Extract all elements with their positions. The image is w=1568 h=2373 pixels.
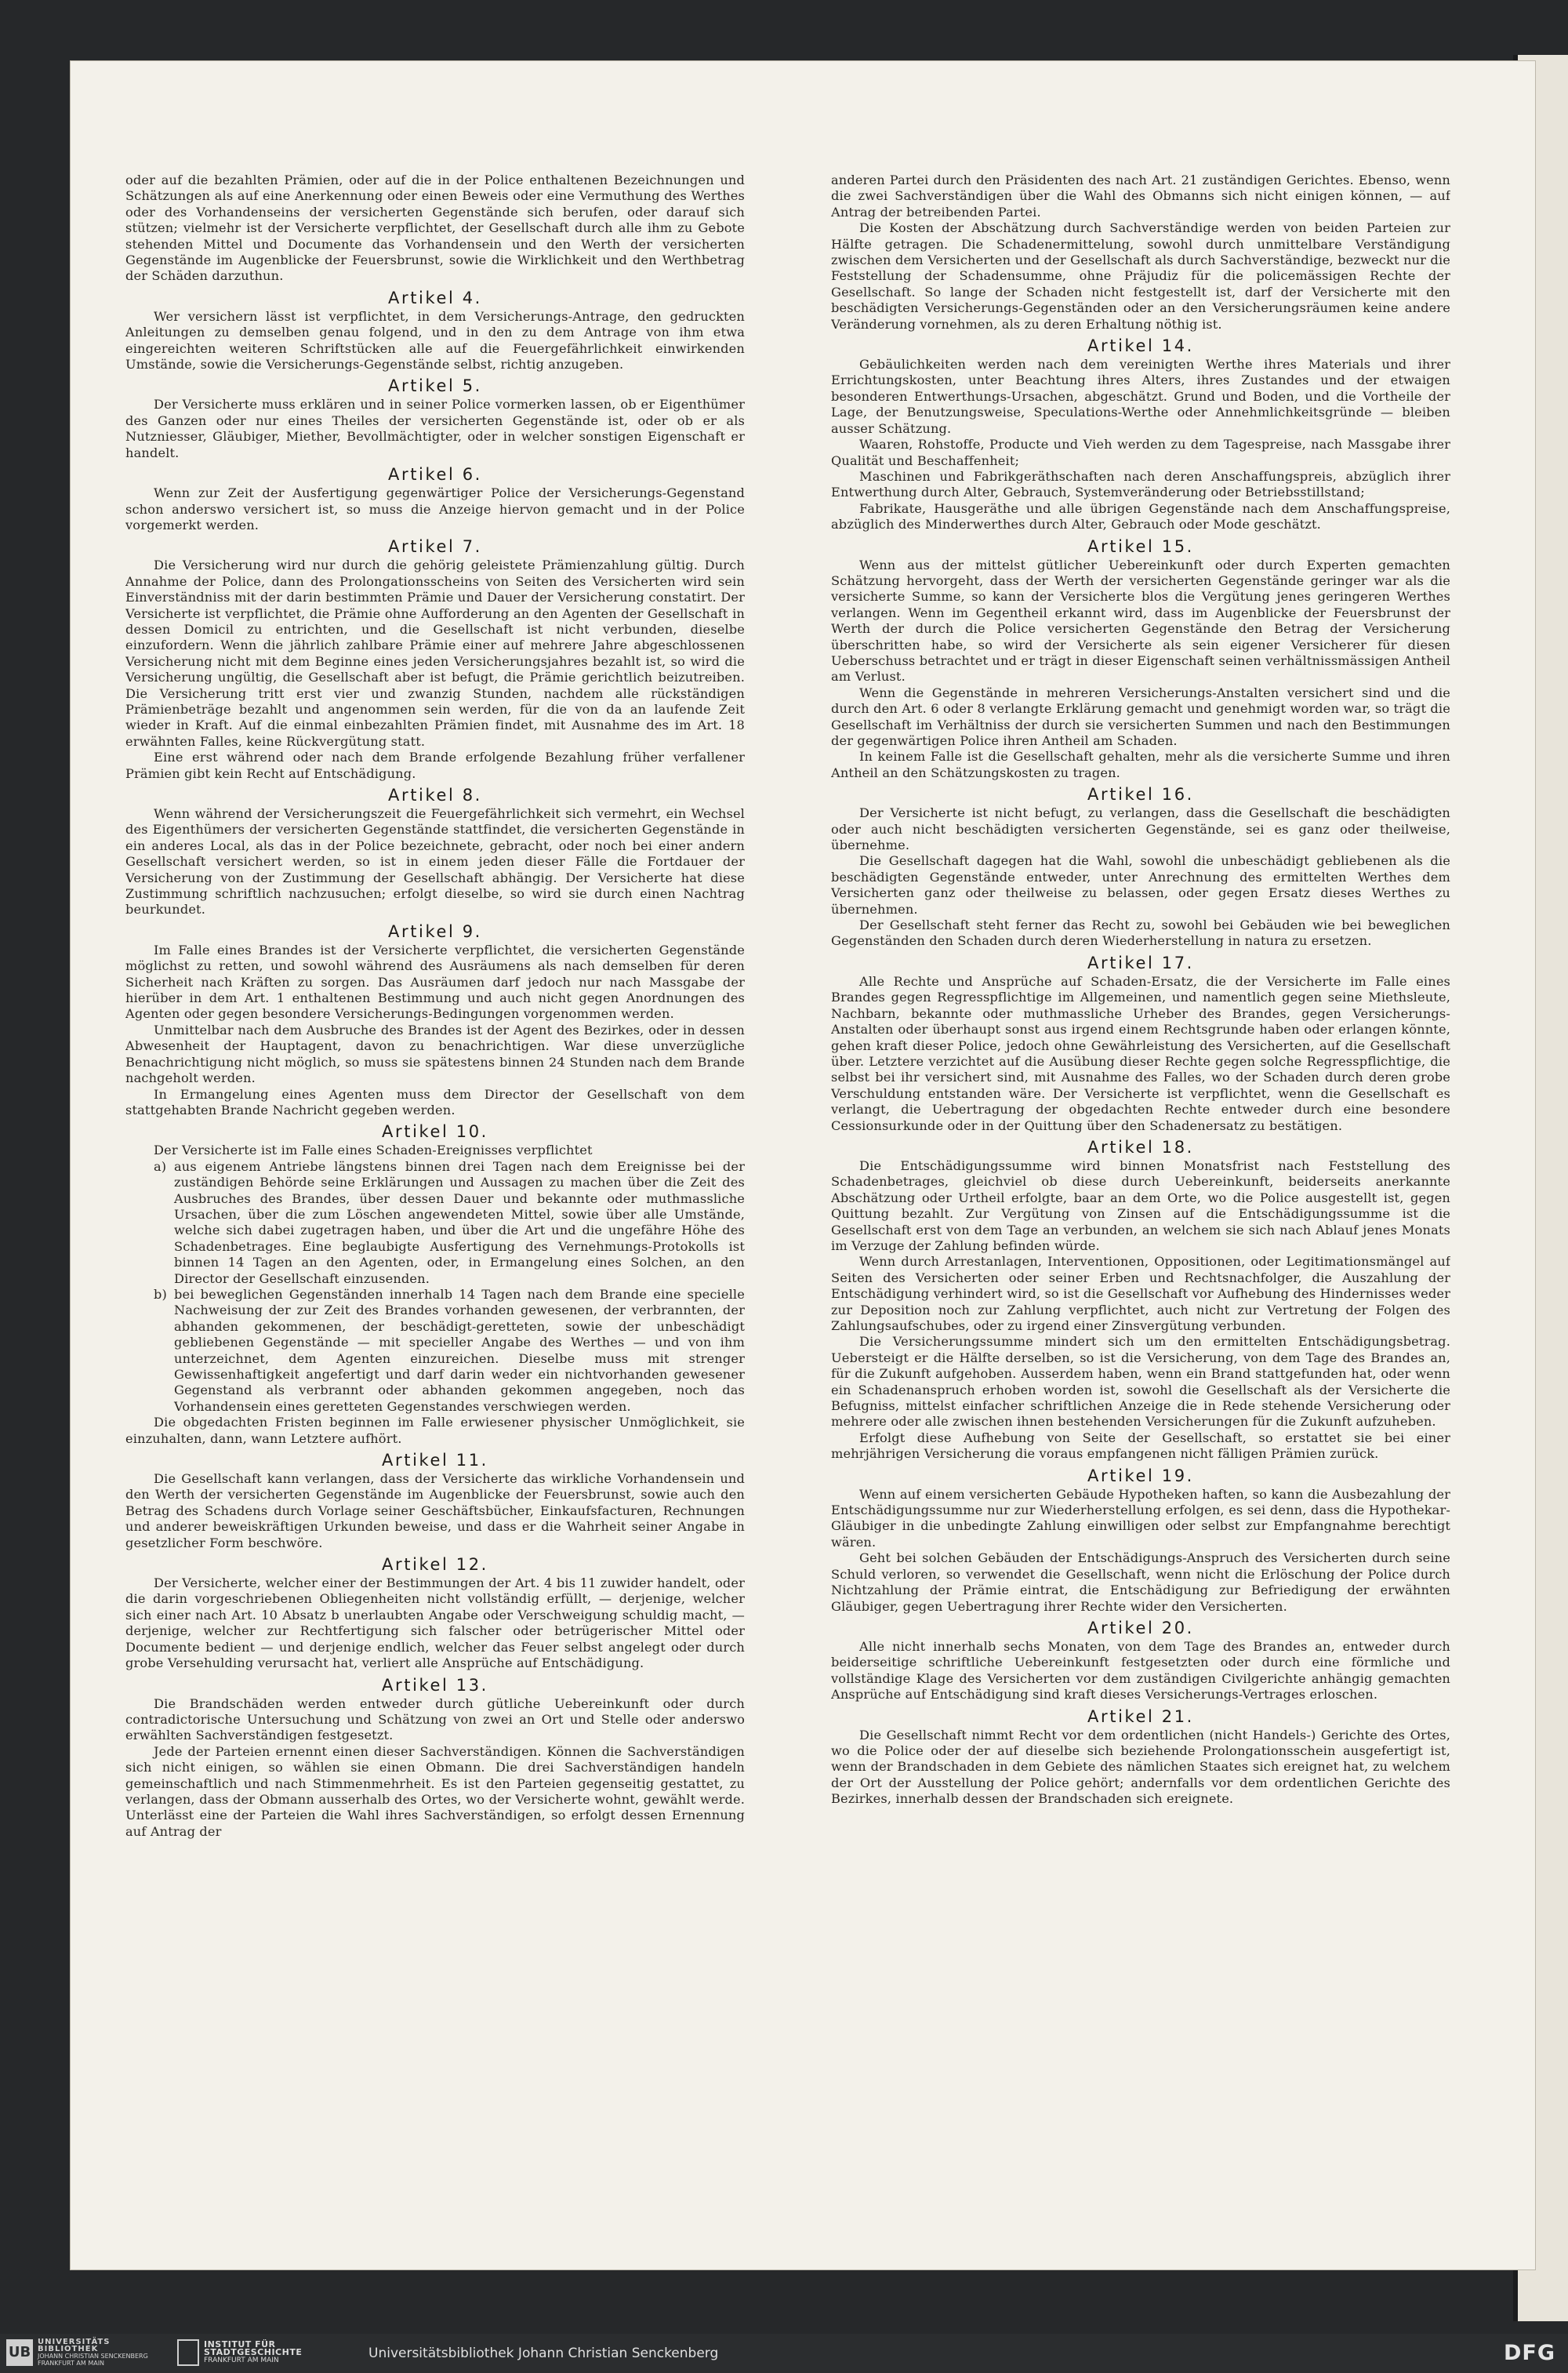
ub-logo-text bbox=[38, 2338, 163, 2367]
article-heading: Artikel 9. bbox=[388, 921, 482, 941]
paragraph: Die Entschädigungssumme wird binnen Monatsfrist nach Feststellung des Schadenbetrages, gleichviel ob diese durch Uebereinkunft, beiderseits anerkannte Abschätzung oder Urtheil erfolgte, baar an dem Orte, wo die Police ausgestellt ist, gegen Quittung bezahlt. Zur Vergütung von Zinsen auf die Entschädigungssumme ist die Gesellschaft erst von dem Tage an verbunden, an welchem sie sich nach Ablauf jenes Monats im Verzuge der Zahlung befinden würde. bbox=[831, 1157, 1450, 1253]
list-item bbox=[154, 1159, 745, 1287]
ub-mark-icon: UB bbox=[6, 2339, 33, 2366]
paragraph: Alle nicht innerhalb sechs Monaten, von dem Tage des Brandes an, entweder durch beiderseitige schriftliche Uebereinkunft festgesetzten oder durch eine förmliche und vollständige Klage des Versicherten vor dem zuständigen Civilgerichte anhängig gemachten Ansprüche auf Entschädigung sind kraft dieses Versicherungs-Vertrages erloschen. bbox=[831, 1638, 1450, 1703]
article-heading: Artikel 11. bbox=[382, 1451, 488, 1470]
paragraph: Wenn durch Arrestanlagen, Interventionen, Oppositionen, oder Legitimationsmängel auf Seiten des Versicherten oder seiner Erben und Rechtsnachfolger, die Auszahlung der Entschädigung verhindert wird, so ist die Gesellschaft vor Aufhebung des Hindernisses weder zur Deposition noch zur Zahlung verpflichtet, auch nicht zur Vertretung der Folgen des Zahlungsaufschubes, oder zu irgend einer Zinsvergütung verbunden. bbox=[831, 1254, 1450, 1333]
paragraph: Gebäulichkeiten werden nach dem vereinigten Werthe ihres Materials und ihrer Errichtungskosten, unter Beachtung ihres Alters, ihres Zustandes und der etwaigen besonderen Entwerthungs-Ursachen, abgeschätzt. Grund und Boden, und die Vortheile der Lage, der Benutzungsweise, Speculations-Werthe oder Annehmlichkeitsgründe — bleiben ausser Schätzung. bbox=[831, 357, 1450, 436]
article-heading: Artikel 7. bbox=[388, 537, 482, 557]
paragraph: Geht bei solchen Gebäuden der Entschädigungs-Anspruch des Versicherten durch seine Schuld verloren, so verwendet die Gesellschaft, wenn nicht die Erlöschung der Police durch Nichtzahlung der Prämie eintrat, die Entschädigung zur Befriedigung der erwähnten Gläubiger, gegen Uebertragung ihrer Rechte wider den Versicherten. bbox=[831, 1550, 1450, 1614]
paragraph: Die Brandschäden werden entweder durch gütliche Uebereinkunft oder durch contradictorische Untersuchung und Schätzung von zwei an Ort und Stelle oder anderswo erwählten Sachverständigen festgesetzt. bbox=[125, 1695, 745, 1743]
left-column bbox=[125, 173, 745, 2204]
isg-line-3: FRANKFURT AM MAIN bbox=[204, 2357, 279, 2364]
ub-logo[interactable] bbox=[6, 2338, 163, 2367]
paragraph: Wenn während der Versicherungszeit die Feuergefährlichkeit sich vermehrt, ein Wechsel des Eigenthümers der versicherten Gegenstände stattfindet, die versicherten Gegenstände in ein anderes Local, als das in der Police bezeichnete, gebracht, oder noch bei einer andern Gesellschaft versichert werden, so ist in einem jeden dieser Fälle die Fortdauer der Versicherung von der Zustimmung der Gesellschaft abhängig. Der Versicherte hat diese Zustimmung schriftlich nachzusuchen; erfolgt dieselbe, so wird sie durch einen Nachtrag beurkundet. bbox=[125, 806, 745, 918]
isg-logo[interactable] bbox=[177, 2339, 345, 2366]
article-heading: Artikel 4. bbox=[388, 288, 482, 307]
isg-line-2: STADTGESCHICHTE bbox=[204, 2347, 303, 2357]
article-heading: Artikel 21. bbox=[1087, 1706, 1194, 1726]
paragraph: anderen Partei durch den Präsidenten des nach Art. 21 zuständigen Gerichtes. Ebenso, wenn die zwei Sachverständigen über die Wahl des Obmanns sich nicht einigen können, — auf Antrag der betreibenden Partei. bbox=[831, 173, 1450, 220]
paragraph: Wenn zur Zeit der Ausfertigung gegenwärtiger Police der Versicherungs-Gegenstand schon anderswo versichert ist, so muss die Anzeige hiervon gemacht und in der Police vorgemerkt werden. bbox=[125, 485, 745, 532]
paragraph: Der Versicherte ist im Falle eines Schaden-Ereignisses verpflichtet bbox=[154, 1143, 593, 1158]
paragraph: Wenn auf einem versicherten Gebäude Hypotheken haften, so kann die Ausbezahlung der Entschädigungssumme nur zur Wiederherstellung erfolgen, es sei denn, dass die Hypothekar-Gläubiger in die unbedingte Zahlung einwilligen oder selbst zur Empfangnahme berechtigt wären. bbox=[831, 1486, 1450, 1550]
article-heading: Artikel 6. bbox=[388, 465, 482, 485]
list-item bbox=[154, 1287, 745, 1415]
ub-line-1: UNIVERSITÄTS bbox=[38, 2338, 111, 2346]
footer-logos bbox=[6, 2338, 345, 2367]
paragraph: Der Versicherte, welcher einer der Bestimmungen der Art. 4 bis 11 zuwider handelt, oder die darin vorgeschriebenen Obliegenheiten nicht vollständig erfüllt, — derjenige, welcher sich einer nach Art. 10 Absatz b unerlaubten Angabe oder Verschweigung schuldig macht, — derjenige, welcher zur Rechtfertigung sich falscher oder betrügerischer Mittel oder Documente bedient — und derjenige endlich, welcher das Feuer selbst angelegt oder durch grobe Versehulding verursacht hat, verliert alle Ansprüche auf Entschädigung. bbox=[125, 1575, 745, 1671]
paragraph: Die Gesellschaft kann verlangen, dass der Versicherte das wirkliche Vorhandensein und den Werth der versicherten Gegenstände im Augenblicke der Feuersbrunst, sowie auch den Betrag des Schadens durch Vorlage seiner Geschäftsbücher, Einkaufsfacturen, Rechnungen und anderer beweiskräftigen Urkunden beweise, und dass er die Wahrheit seiner Angabe in gesetzlicher Form beschwöre. bbox=[125, 1471, 745, 1550]
paragraph: Wer versichern lässt ist verpflichtet, in dem Versicherungs-Antrage, den gedruckten Anleitungen zu demselben genau folgend, und in den zu dem Antrage von ihm etwa eingereichten weiteren Schriftstücken alle auf die Feuergefährlichkeit einwirkenden Umstände, sowie die Versicherungs-Gegenstände selbst, richtig anzugeben. bbox=[125, 308, 745, 372]
article-heading: Artikel 17. bbox=[1087, 953, 1194, 972]
article-heading: Artikel 8. bbox=[388, 786, 482, 805]
article-heading: Artikel 12. bbox=[382, 1555, 488, 1575]
article-heading: Artikel 16. bbox=[1087, 785, 1194, 805]
article-heading: Artikel 14. bbox=[1087, 336, 1194, 356]
paragraph: Erfolgt diese Aufhebung von Seite der Gesellschaft, so erstattet sie bei einer mehrjährigen Versicherung die voraus empfangenen nicht fälligen Prämien zurück. bbox=[831, 1430, 1450, 1462]
enumerated-list bbox=[125, 1159, 745, 1415]
isg-logo-text bbox=[204, 2341, 345, 2364]
article-heading: Artikel 13. bbox=[382, 1675, 488, 1695]
ub-line-2: BIBLIOTHEK bbox=[38, 2345, 99, 2353]
article-heading: Artikel 10. bbox=[382, 1122, 488, 1142]
article-heading: Artikel 5. bbox=[388, 376, 482, 396]
paragraph: Maschinen und Fabrikgeräthschaften nach deren Anschaffungspreis, abzüglich ihrer Entwerthung durch Alter, Gebrauch, Systemveränderung oder Betriebsstillstand; bbox=[831, 468, 1450, 500]
list-item-text: aus eigenem Antriebe längstens binnen drei Tagen nach dem Ereignisse bei der zuständigen Behörde seine Erklärungen und Aussagen zu machen über die Zeit des Ausbruches des Brandes, über dessen Dauer und bekannte oder muthmassliche Ursachen, über die zum Löschen angewendeten Mittel, sowie über alle Umstände, welche sich dabei zugetragen haben, und über die Art und die ungefähre Höhe des Schadenbetrages. Eine beglaubigte Ausfertigung des Vernehmungs-Protokolls ist binnen 14 Tagen an den Agenten, oder, in Ermangelung eines Solchen, an den Director der Gesellschaft einzusenden. bbox=[174, 1158, 745, 1286]
paragraph: Die obgedachten Fristen beginnen im Falle erwiesener physischer Unmöglichkeit, sie einzuhalten, dann, wann Letztere aufhört. bbox=[125, 1415, 745, 1446]
isg-line-1: INSTITUT FÜR bbox=[204, 2339, 276, 2349]
isg-mark-icon bbox=[177, 2339, 199, 2366]
list-item-label: a) bbox=[154, 1158, 167, 1174]
list-item-label: b) bbox=[154, 1286, 167, 1302]
paragraph: Wenn aus der mittelst gütlicher Uebereinkunft oder durch Experten gemachten Schätzung hervorgeht, dass der Werth der versicherten Gegenstände geringer war als die versicherte Summe, so kann der Versicherte blos die Vergütung jenes geringeren Werthes verlangen. Wenn im Gegentheil erkannt wird, dass im Augenblicke der Feuersbrunst der Werth der durch die Police versicherten Gegenstände den Betrag der Versicherung überschritten habe, so wird der Versicherte als sein eigener Versicherer für diesen Ueberschuss betrachtet und er trägt in dieser Eigenschaft seinen verhältnissmässigen Antheil am Verlust. bbox=[831, 557, 1450, 685]
viewer-footer bbox=[0, 2334, 1568, 2373]
paragraph: Jede der Parteien ernennt einen dieser Sachverständigen. Können die Sachverständigen sich nicht einigen, so wählen sie einen Obmann. Die drei Sachverständigen handeln gemeinschaftlich und nach Stimmenmehrheit. Es ist den Parteien gegenseitig gestattet, zu verlangen, dass der Obmann ausserhalb des Ortes, wo der Versicherte wohnt, gewählt werde. Unterlässt eine der Parteien die Wahl ihres Sachverständigen, so erfolgt dessen Ernennung auf Antrag der bbox=[125, 1743, 745, 1839]
paragraph: Der Gesellschaft steht ferner das Recht zu, sowohl bei Gebäuden wie bei beweglichen Gegenständen den Schaden durch deren Wiederherstellung in natura zu ersetzen. bbox=[831, 918, 1450, 949]
dfg-logo[interactable]: DFG bbox=[1504, 2341, 1556, 2365]
document-body bbox=[125, 173, 1450, 2204]
paragraph: Die Versicherung wird nur durch die gehörig geleistete Prämienzahlung gültig. Durch Annahme der Police, dann des Prolongationsscheins von Seiten des Versicherten wird sein Einverständniss mit der darin bestimmten Prämie und Dauer der Versicherung constatirt. Der Versicherte ist verpflichtet, die Prämie ohne Aufforderung an den Agenten der Gesellschaft in dessen Domicil zu entrichten, und die Gesellschaft ist nicht verbunden, dieselbe einzufordern. Wenn die jährlich zahlbare Prämie einer auf mehrere Jahre abgeschlossenen Versicherung nicht mit dem Beginne eines jeden Versicherungsjahres bezahlt ist, so wird die Versicherung ungültig, die Gesellschaft aber ist befugt, die Prämie gerichtlich beizutreiben. Die Versicherung tritt erst vier und zwanzig Stunden, nachdem alle rückständigen Prämienbeträge bezahlt und angenommen sein werden, für die von da an laufende Zeit wieder in Kraft. Auf die einmal einbezahlten Prämien findet, mit Ausnahme des im Art. 18 erwähnten Falles, keine Rückvergütung statt. bbox=[125, 558, 745, 749]
article-heading: Artikel 19. bbox=[1087, 1466, 1194, 1485]
list-item-text: bei beweglichen Gegenständen innerhalb 14 Tagen nach dem Brande eine specielle Nachweisung der zur Zeit des Brandes vorhanden gewesenen, der verbrannten, der abhanden gekommenen, der beschädigt-geretteten, sowie der unbeschädigt gebliebenen Gegenstände — mit specieller Angabe des Werthes — und von ihm unterzeichnet, dem Agenten einzureichen. Dieselbe muss mit strenger Gewissenhaftigkeit angefertigt und darf darin weder ein nichtvorhanden gewesener Gegenstand als verbrannt oder abhanden gekommen angegeben, noch das Vorhandensein eines geretteten Gegenstandes verschwiegen werden. bbox=[174, 1286, 745, 1414]
paragraph: In Ermangelung eines Agenten muss dem Director der Gesellschaft von dem stattgehabten Brande Nachricht gegeben werden. bbox=[125, 1086, 745, 1117]
paragraph: Der Versicherte ist nicht befugt, zu verlangen, dass die Gesellschaft die beschädigten oder auch nicht beschädigten versicherten Gegenstände, sei es ganz oder theilweise, übernehme. bbox=[831, 805, 1450, 853]
paragraph: Unmittelbar nach dem Ausbruche des Brandes ist der Agent des Bezirkes, oder in dessen Abwesenheit der Hauptagent, davon zu benachrichtigen. War diese unverzügliche Benachrichtigung nicht möglich, so muss sie spätestens binnen 24 Stunden nach dem Brande nachgeholt werden. bbox=[125, 1022, 745, 1086]
paragraph: Fabrikate, Hausgeräthe und alle übrigen Gegenstände nach dem Anschaffungspreise, abzüglich des Minderwerthes durch Alter, Gebrauch oder Mode geschätzt. bbox=[831, 500, 1450, 532]
right-column bbox=[831, 173, 1450, 2204]
footer-library-name: Universitätsbibliothek Johann Christian Senckenberg bbox=[368, 2346, 719, 2361]
ub-line-4: FRANKFURT AM MAIN bbox=[38, 2360, 105, 2367]
paragraph: Im Falle eines Brandes ist der Versicherte verpflichtet, die versicherten Gegenstände möglichst zu retten, und sowohl während des Ausräumens als nach demselben für deren Sicherheit nach Kräften zu sorgen. Das Ausräumen darf jedoch nur nach Massgabe der hierüber in dem Art. 1 enthaltenen Bestimmung und auch nicht gegen Anordnungen des Agenten oder gegen besondere Versicherungs-Bedingungen vorgenommen werden. bbox=[125, 942, 745, 1022]
ub-line-3: JOHANN CHRISTIAN SENCKENBERG bbox=[38, 2353, 148, 2360]
paragraph: Waaren, Rohstoffe, Producte und Vieh werden zu dem Tagespreise, nach Massgabe ihrer Qualität und Beschaffenheit; bbox=[831, 437, 1450, 468]
paragraph: Die Gesellschaft nimmt Recht vor dem ordentlichen (nicht Handels-) Gerichte des Ortes, wo die Police oder der auf dieselbe sich beziehende Prolongationsschein ausgefertigt ist, wenn der Brandschaden in dem Gebiete des nämlichen Staates sich ereignet hat, zu welchem der Ort der Ausstellung der Police gehört; andernfalls vor dem ordentlichen Gerichte des Bezirkes, innerhalb dessen der Brandschaden sich ereignete. bbox=[831, 1727, 1450, 1807]
article-heading: Artikel 18. bbox=[1087, 1137, 1194, 1157]
article-heading: Artikel 20. bbox=[1087, 1618, 1194, 1637]
paragraph: Alle Rechte und Ansprüche auf Schaden-Ersatz, die der Versicherte im Falle eines Brandes gegen Regresspflichtige im Allgemeinen, und namentlich gegen seine Miethsleute, Nachbarn, bekannte oder muthmassliche Urheber des Brandes, gegen Versicherungs-Anstalten oder überhaupt sonst aus irgend einem Rechtsgrunde haben oder erlangen könnte, gehen kraft dieser Police, jedoch ohne Gewährleistung des Versicherten, auf die Gesellschaft über. Letztere verzichtet auf die Ausübung dieser Rechte gegen solche Regresspflichtige, die selbst bei ihr versichert sind, mit Ausnahme des Falles, wo der Schaden durch deren grobe Verschuldung entstanden wäre. Der Versicherte ist verpflichtet, wenn die Gesellschaft es verlangt, die Uebertragung der obgedachten Rechte entweder durch eine besondere Cessionsurkunde oder in der Quittung über den Schadenersatz zu bestätigen. bbox=[831, 973, 1450, 1133]
paragraph: Die Versicherungssumme mindert sich um den ermittelten Entschädigungsbetrag. Uebersteigt er die Hälfte derselben, so ist die Versicherung, von dem Tage des Brandes an, für die Zukunft aufgehoben. Ausserdem haben, wenn ein Brand stattgefunden hat, oder wenn ein Schadenanspruch erhoben worden ist, sowohl die Gesellschaft als der Versicherte die Befugniss, mittelst einfacher schriftlichen Anzeige die in Rede stehende Versicherung oder mehrere oder alle zwischen ihnen bestehenden Versicherungen für die Zukunft aufzuheben. bbox=[831, 1334, 1450, 1430]
paragraph: oder auf die bezahlten Prämien, oder auf die in der Police enthaltenen Bezeichnungen und Schätzungen als auf eine Anerkennung oder einen Beweis oder eine Vermuthung des Werthes oder des Vorhandenseins der versicherten Gegenstände sich berufen, oder darauf sich stützen; vielmehr ist der Versicherte verpflichtet, der Gesellschaft durch alle ihm zu Gebote stehenden Mittel und Documente das Vorhandensein und den Werth der versicherten Gegenstände im Augenblicke der Feuersbrunst, sowie die Wirklichkeit und den Werthbetrag der Schäden darzuthun. bbox=[125, 173, 745, 284]
paragraph: Die Gesellschaft dagegen hat die Wahl, sowohl die unbeschädigt gebliebenen als die beschädigten Gegenstände entweder, unter Anrechnung des ermittelten Werthes dem Versicherten ganz oder theilweise zu belassen, oder gegen Ersatz dieses Werthes zu übernehmen. bbox=[831, 853, 1450, 917]
paragraph: Die Kosten der Abschätzung durch Sachverständige werden von beiden Parteien zur Hälfte getragen. Die Schadenermittelung, sowohl durch unmittelbare Verständigung zwischen dem Versicherten und der Gesellschaft als durch Sachverständige, bezweckt nur die Feststellung der Schadensumme, ohne Präjudiz für die policemässigen Rechte der Gesellschaft. So lange der Schaden nicht festgestellt ist, darf der Versicherte mit den beschädigten Versicherungs-Gegenständen oder an den Versicherungsräumen keine andere Veränderung vornehmen, als zu deren Erhaltung nöthig ist. bbox=[831, 220, 1450, 332]
paragraph: Der Versicherte muss erklären und in seiner Police vormerken lassen, ob er Eigenthümer des Ganzen oder nur eines Theiles der versicherten Gegenstände ist, oder ob er als Nutzniesser, Gläubiger, Miether, Bevollmächtigter, oder in welcher sonstigen Eigenschaft er handelt. bbox=[125, 397, 745, 460]
paragraph: Wenn die Gegenstände in mehreren Versicherungs-Anstalten versichert sind und die durch den Art. 6 oder 8 verlangte Erklärung gemacht und genehmigt worden war, so trägt die Gesellschaft im Verhältniss der durch sie versicherten Summen und nach den Bestimmungen der gegenwärtigen Police ihren Antheil am Schaden. bbox=[831, 685, 1450, 748]
paragraph: In keinem Falle ist die Gesellschaft gehalten, mehr als die versicherte Summe und ihren Antheil an den Schätzungskosten zu tragen. bbox=[831, 749, 1450, 780]
paragraph: Eine erst während oder nach dem Brande erfolgende Bezahlung früher verfallener Prämien gibt kein Recht auf Entschädigung. bbox=[125, 750, 745, 781]
article-heading: Artikel 15. bbox=[1087, 536, 1194, 556]
